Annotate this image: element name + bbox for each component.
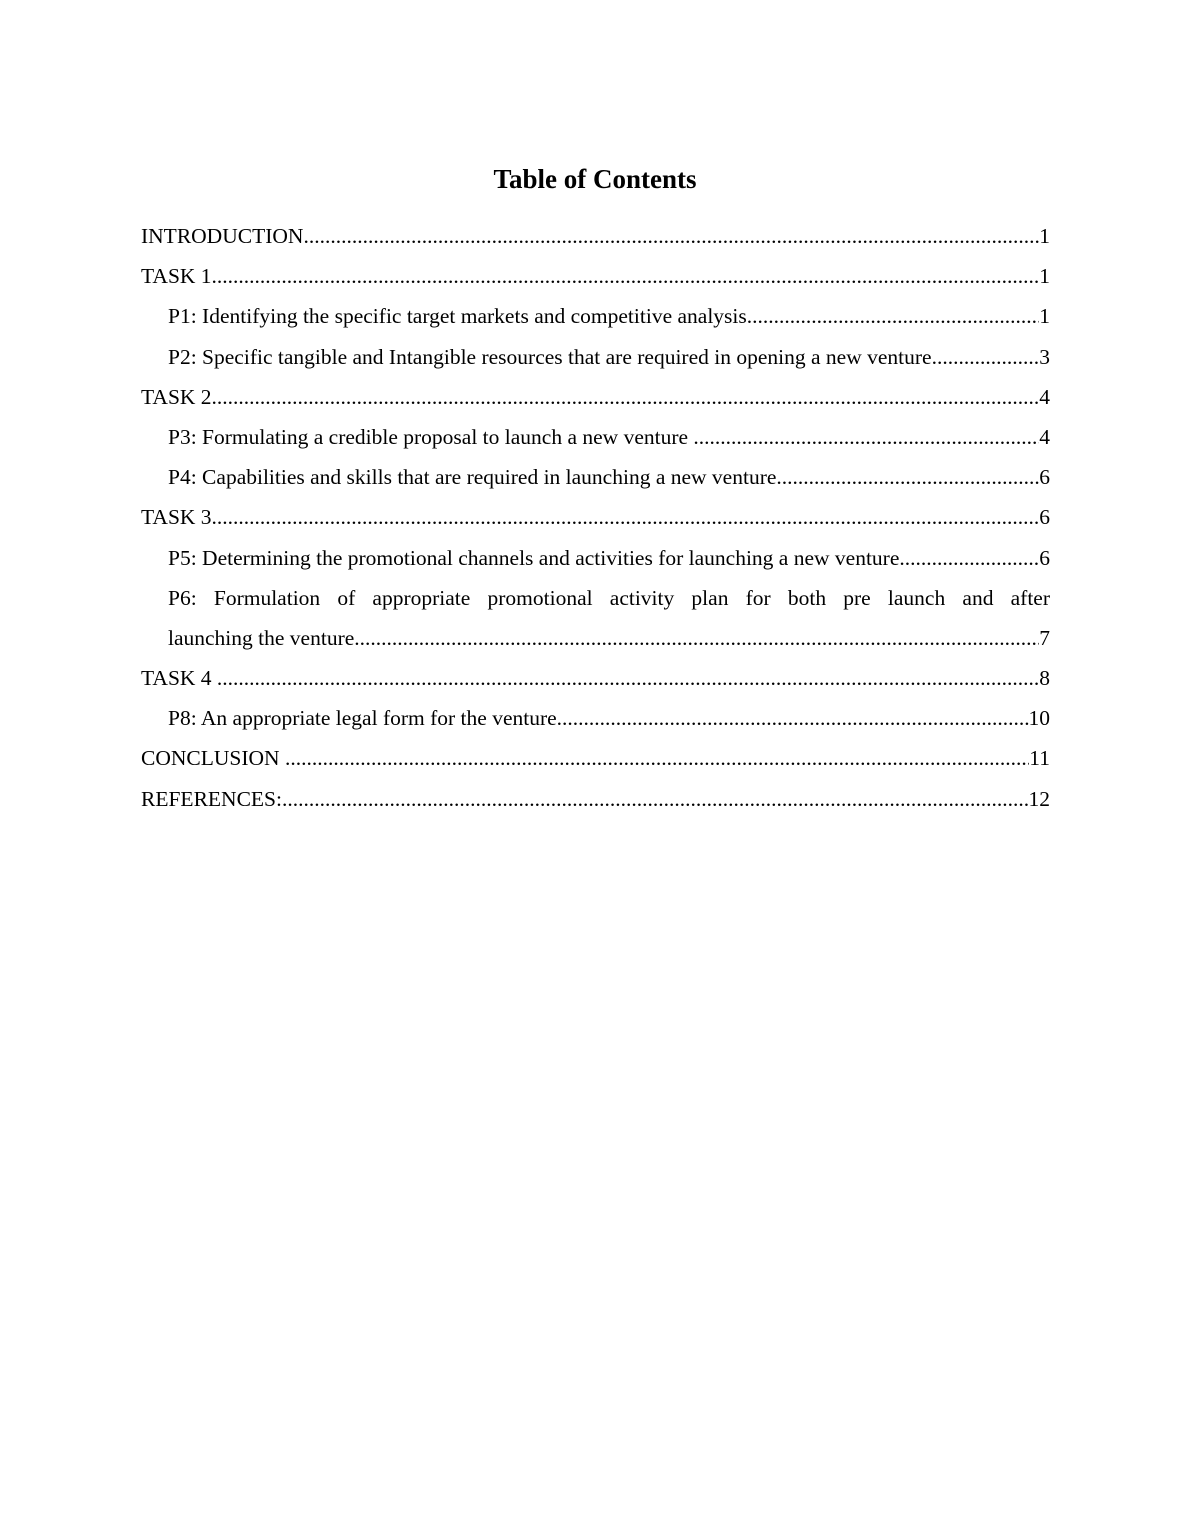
dot-leader — [285, 742, 1029, 774]
toc-entry-page: 3 — [1039, 344, 1050, 369]
dot-leader — [932, 341, 1040, 373]
toc-entry-label: P2: Specific tangible and Intangible resources that are required in opening a new venture — [168, 344, 932, 369]
toc-entry-p4[interactable] — [141, 461, 1050, 501]
toc-entry-page: 4 — [1039, 384, 1050, 409]
toc-entry-page: 8 — [1039, 666, 1050, 691]
toc-entry-p8[interactable] — [141, 702, 1050, 742]
toc-entry-page: 6 — [1039, 465, 1050, 490]
toc-entry-page: 6 — [1039, 505, 1050, 530]
toc-entry-label: INTRODUCTION — [141, 224, 304, 248]
toc-entry-page: 1 — [1039, 264, 1050, 289]
dot-leader — [557, 702, 1029, 734]
toc-entry-label: REFERENCES: — [141, 786, 282, 811]
dot-leader — [693, 421, 1039, 453]
dot-leader — [747, 300, 1040, 332]
toc-list — [141, 220, 1050, 823]
toc-entry-label-line2: launching the venture — [168, 625, 355, 650]
toc-entry-task-3[interactable] — [141, 501, 1050, 541]
toc-entry-label: P5: Determining the promotional channels and activities for launching a new venture — [168, 545, 900, 570]
toc-entry-page: 6 — [1039, 545, 1050, 570]
toc-entry-label: CONCLUSION — [141, 746, 285, 771]
toc-entry-task-2[interactable] — [141, 381, 1050, 421]
toc-entry-label: TASK 4 — [141, 666, 217, 691]
toc-entry-page: 1 — [1039, 224, 1050, 248]
toc-title: Table of Contents — [493, 164, 697, 194]
toc-entry-task-1[interactable] — [141, 260, 1050, 300]
toc-entry-p1[interactable] — [141, 300, 1050, 340]
toc-entry-label: TASK 2 — [141, 384, 212, 409]
toc-entry-label: P1: Identifying the specific target markets and competitive analysis — [168, 304, 747, 329]
toc-entry-introduction[interactable] — [141, 220, 1050, 260]
toc-entry-label: TASK 1 — [141, 264, 212, 289]
toc-entry-label: TASK 3 — [141, 505, 212, 530]
toc-entry-page: 12 — [1028, 786, 1050, 811]
toc-entry-page: 7 — [1039, 625, 1050, 650]
dot-leader — [899, 542, 1039, 574]
dot-leader — [282, 783, 1029, 815]
dot-leader — [303, 220, 1039, 252]
toc-entry-p5[interactable] — [141, 542, 1050, 582]
dot-leader — [776, 461, 1039, 493]
toc-entry-conclusion[interactable] — [141, 742, 1050, 782]
dot-leader — [212, 381, 1040, 413]
toc-entry-label-line1: P6: Formulation of appropriate promotional activity plan for both pre launch and after — [168, 585, 1050, 610]
toc-entry-label: P3: Formulating a credible proposal to launch a new venture — [168, 424, 694, 449]
toc-entry-page: 1 — [1039, 304, 1050, 329]
toc-entry-label: P4: Capabilities and skills that are required in launching a new venture — [168, 465, 777, 490]
dot-leader — [212, 260, 1040, 292]
dot-leader — [212, 501, 1040, 533]
toc-entry-page: 4 — [1039, 424, 1050, 449]
toc-entry-page: 10 — [1028, 706, 1050, 731]
toc-entry-references[interactable] — [141, 783, 1050, 823]
toc-entry-label: P8: An appropriate legal form for the venture — [168, 706, 557, 731]
dot-leader — [354, 622, 1039, 654]
toc-entry-p6[interactable] — [141, 582, 1050, 662]
toc-entry-p2[interactable] — [141, 341, 1050, 381]
dot-leader — [217, 662, 1039, 694]
toc-entry-page: 11 — [1029, 746, 1050, 771]
toc-entry-p3[interactable] — [141, 421, 1050, 461]
toc-entry-task-4[interactable] — [141, 662, 1050, 702]
